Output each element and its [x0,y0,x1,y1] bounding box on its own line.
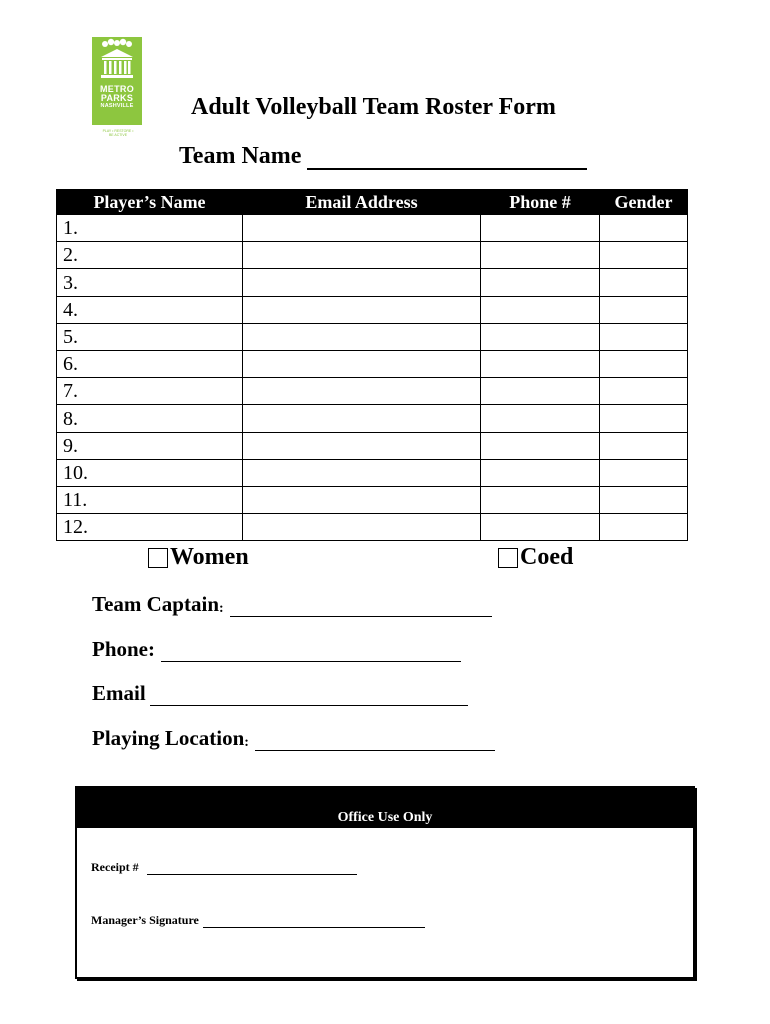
captain-phone-input-line[interactable] [161,643,461,662]
pavilion-icon [97,37,137,81]
email-cell[interactable] [243,269,481,296]
roster-header-row [57,190,688,215]
playing-location-colon: : [244,735,249,750]
table-row [57,486,688,513]
table-row [57,405,688,432]
header-players-name: Player’s Name [57,190,243,215]
email-cell[interactable] [243,350,481,377]
playing-location-label: Playing Location [92,726,245,750]
player-number[interactable]: 12. [57,514,243,541]
header-email-address: Email Address [243,190,481,215]
email-cell[interactable] [243,215,481,242]
gender-cell[interactable] [600,405,688,432]
phone-cell[interactable] [481,215,600,242]
phone-cell[interactable] [481,269,600,296]
player-number[interactable]: 4. [57,296,243,323]
gender-cell[interactable] [600,486,688,513]
table-row [57,459,688,486]
team-name-label: Team Name [179,143,302,169]
women-label: Women [170,544,249,570]
team-name-field [179,143,587,170]
email-cell[interactable] [243,432,481,459]
phone-cell[interactable] [481,378,600,405]
logo-text-metro: METRO [100,84,134,94]
logo-text-parks: PARKS [100,93,134,103]
email-cell[interactable] [243,514,481,541]
women-option[interactable] [148,544,249,571]
gender-cell[interactable] [600,432,688,459]
table-row [57,378,688,405]
table-row [57,296,688,323]
captain-phone-field [92,637,461,662]
player-number[interactable]: 6. [57,350,243,377]
receipt-field [91,860,357,875]
gender-cell[interactable] [600,242,688,269]
receipt-label: Receipt # [91,860,139,874]
gender-cell[interactable] [600,269,688,296]
player-number[interactable]: 10. [57,459,243,486]
captain-email-label: Email [92,681,146,705]
email-cell[interactable] [243,459,481,486]
player-number[interactable]: 3. [57,269,243,296]
table-row [57,514,688,541]
gender-cell[interactable] [600,296,688,323]
table-row [57,323,688,350]
metro-parks-logo [92,37,142,125]
phone-cell[interactable] [481,405,600,432]
team-captain-colon: : [219,601,224,616]
team-name-input-line[interactable] [307,146,587,170]
table-row [57,350,688,377]
coed-checkbox[interactable] [498,548,518,568]
gender-cell[interactable] [600,215,688,242]
team-captain-label: Team Captain [92,592,219,616]
gender-cell[interactable] [600,323,688,350]
office-use-header: Office Use Only [77,788,693,828]
player-number[interactable]: 8. [57,405,243,432]
phone-cell[interactable] [481,514,600,541]
logo-text-nashville: NASHVILLE [100,103,134,109]
gender-cell[interactable] [600,350,688,377]
coed-option[interactable] [498,544,573,571]
phone-cell[interactable] [481,242,600,269]
header-phone: Phone # [481,190,600,215]
player-number[interactable]: 9. [57,432,243,459]
gender-cell[interactable] [600,459,688,486]
player-number[interactable]: 1. [57,215,243,242]
manager-signature-field [91,913,425,928]
playing-location-field [92,726,495,751]
gender-cell[interactable] [600,378,688,405]
logo-caption: PLAY • RESTORE • BE ACTIVE [102,129,134,138]
team-captain-field [92,592,492,617]
captain-phone-label: Phone: [92,637,155,661]
phone-cell[interactable] [481,486,600,513]
gender-cell[interactable] [600,514,688,541]
phone-cell[interactable] [481,432,600,459]
table-row [57,215,688,242]
office-use-box [75,786,695,979]
receipt-input-line[interactable] [147,862,357,875]
captain-email-field [92,681,468,706]
phone-cell[interactable] [481,350,600,377]
player-number[interactable]: 2. [57,242,243,269]
coed-label: Coed [520,544,574,570]
women-checkbox[interactable] [148,548,168,568]
email-cell[interactable] [243,296,481,323]
playing-location-input-line[interactable] [255,732,495,751]
phone-cell[interactable] [481,323,600,350]
player-number[interactable]: 7. [57,378,243,405]
phone-cell[interactable] [481,459,600,486]
email-cell[interactable] [243,486,481,513]
email-cell[interactable] [243,242,481,269]
roster-table [56,189,688,541]
manager-signature-label: Manager’s Signature [91,913,199,927]
manager-signature-input-line[interactable] [203,915,425,928]
player-number[interactable]: 11. [57,486,243,513]
form-title: Adult Volleyball Team Roster Form [191,94,556,120]
table-row [57,242,688,269]
captain-email-input-line[interactable] [150,687,468,706]
team-captain-input-line[interactable] [230,598,492,617]
email-cell[interactable] [243,405,481,432]
email-cell[interactable] [243,378,481,405]
player-number[interactable]: 5. [57,323,243,350]
header-gender: Gender [600,190,688,215]
table-row [57,269,688,296]
table-row [57,432,688,459]
phone-cell[interactable] [481,296,600,323]
email-cell[interactable] [243,323,481,350]
